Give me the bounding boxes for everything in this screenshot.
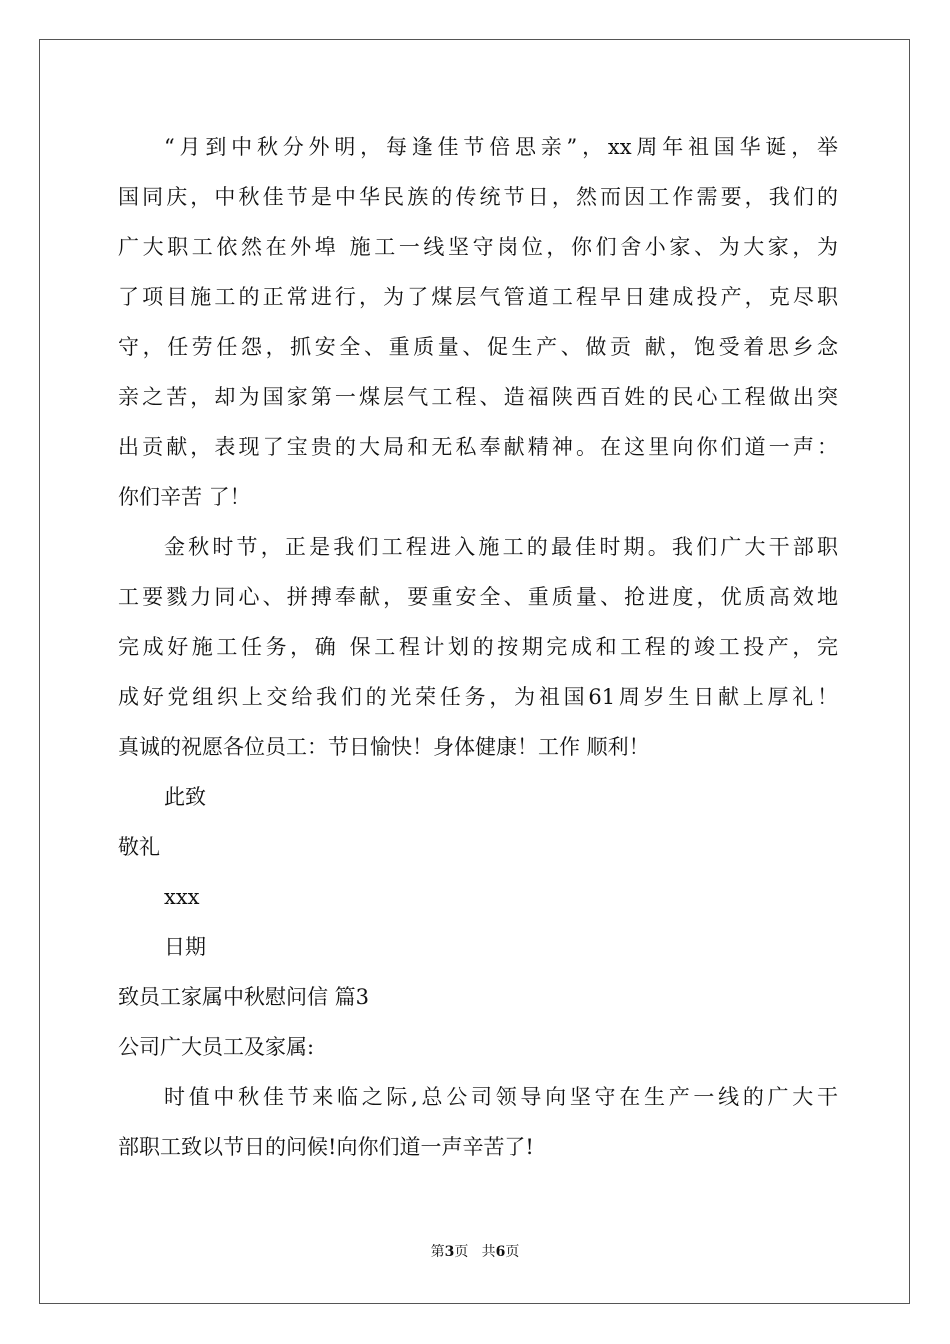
paragraph-3-line: 部职工致以节日的问候!向你们道一声辛苦了! bbox=[118, 1135, 534, 1159]
paragraph-1-line: 广大职工依然在外埠 施工一线坚守岗位，你们舍小家、为大家，为 bbox=[118, 235, 838, 259]
paragraph-1-line: 出贡献，表现了宝贵的大局和无私奉献精神。在这里向你们道一声： bbox=[118, 435, 838, 459]
footer-suffix: 页 bbox=[505, 1244, 520, 1260]
section-title: 致员工家属中秋慰问信 篇3 bbox=[118, 985, 370, 1009]
paragraph-2-line: 成好党组织上交给我们的光荣任务，为祖国61周岁生日献上厚礼！ bbox=[118, 685, 838, 709]
paragraph-1-line: 守，任劳任怨，抓安全、重质量、促生产、做贡 献，饱受着思乡念 bbox=[118, 335, 838, 359]
page-footer bbox=[0, 1242, 950, 1262]
paragraph-1-line: “月到中秋分外明，每逢佳节倍思亲”，xx周年祖国华诞，举 bbox=[164, 135, 838, 159]
footer-prefix: 第 bbox=[430, 1244, 445, 1260]
total-page-count: 6 bbox=[495, 1244, 506, 1260]
paragraph-2-line: 完成好施工任务，确 保工程计划的按期完成和工程的竣工投产，完 bbox=[118, 635, 838, 659]
closing-respect: 敬礼 bbox=[118, 835, 160, 859]
paragraph-2-line: 工要戮力同心、拼搏奉献，要重安全、重质量、抢进度，优质高效地 bbox=[118, 585, 838, 609]
signature: xxx bbox=[164, 885, 200, 909]
paragraph-2-line: 真诚的祝愿各位员工：节日愉快！身体健康！工作 顺利！ bbox=[118, 735, 650, 759]
current-page-number: 3 bbox=[444, 1244, 455, 1260]
paragraph-1-line: 国同庆，中秋佳节是中华民族的传统节日，然而因工作需要，我们的 bbox=[118, 185, 838, 209]
footer-middle: 页 共 bbox=[454, 1244, 496, 1260]
paragraph-2-line: 金秋时节，正是我们工程进入施工的最佳时期。我们广大干部职 bbox=[164, 535, 838, 559]
paragraph-1-line: 了项目施工的正常进行，为了煤层气管道工程早日建成投产，克尽职 bbox=[118, 285, 838, 309]
closing-salutation: 此致 bbox=[164, 785, 206, 809]
paragraph-1-line: 你们辛苦 了！ bbox=[118, 485, 251, 509]
paragraph-3-line: 时值中秋佳节来临之际,总公司领导向坚守在生产一线的广大干 bbox=[164, 1085, 838, 1109]
greeting: 公司广大员工及家属: bbox=[118, 1035, 315, 1059]
date: 日期 bbox=[164, 935, 206, 959]
paragraph-1-line: 亲之苦，却为国家第一煤层气工程、造福陕西百姓的民心工程做出突 bbox=[118, 385, 838, 409]
letter-body bbox=[118, 122, 838, 1172]
